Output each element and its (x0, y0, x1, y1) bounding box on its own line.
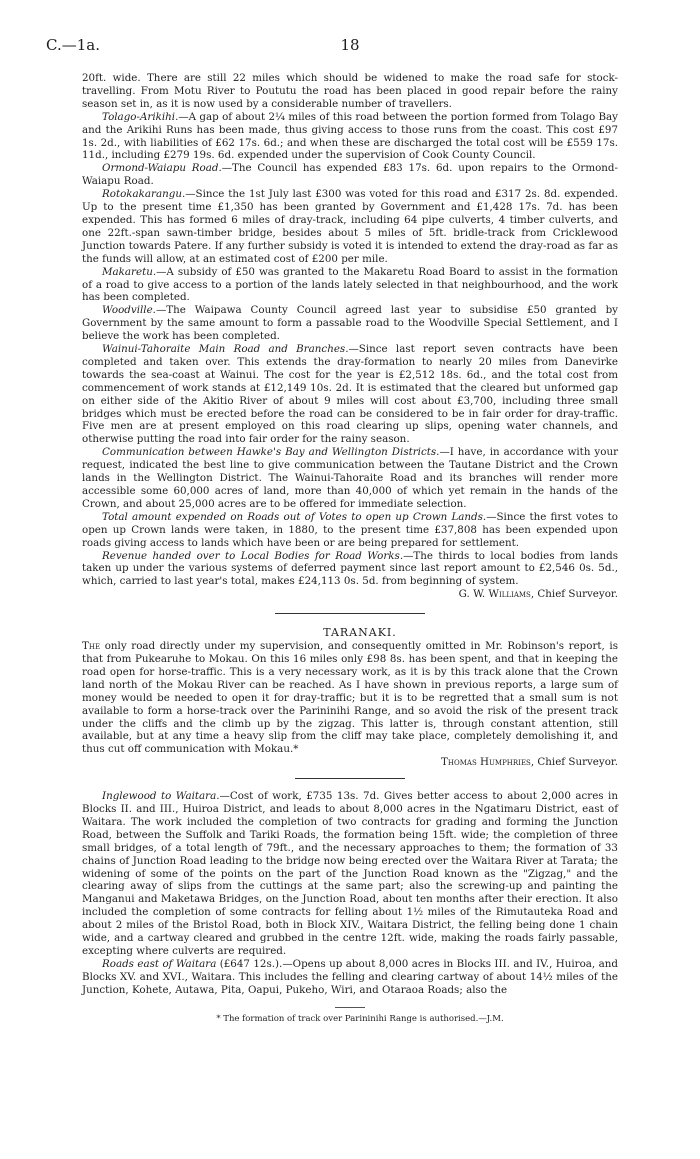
signature: Thomas Humphries, Chief Surveyor. (441, 756, 618, 769)
paragraph: Ormond-Waiapu Road.—The Council has expended £83 17s. 6d. upon repairs to the Ormond-Waiapu Road. (82, 162, 618, 188)
paragraph: Tolago-Arikihi.—A gap of about 2¼ miles of this road between the portion formed from Tolago Bay and the Arikihi Runs has been made, thus giving access to those runs from the coast. This cost £97 1s. 2d., with liabilities of £62 17s. 6d.; and when these are discharged the total cost will be £559 17s. 11d., including £279 19s. 6d. expended under the supervision of Cook County Council. (82, 110, 618, 162)
footnote: * The formation of track over Parininihi Range is authorised.—J.M. (216, 1013, 504, 1024)
paragraph: Communication between Hawke's Bay and Wellington Districts.—I have, in accordance with your request, indicated the best line to give communication between the Tautane District and the Crown lands in the Wellington District. The Wainui-Tahoraite Road and its branches will render more accessible some 60,000 acres of land, more than 40,000 of which yet remain in the hands of the Crown, and about 25,000 acres are to be offered for immediate selection. (82, 446, 618, 510)
section-divider (295, 778, 405, 779)
paragraph: The only road directly under my supervision, and consequently omitted in Mr. Robinson's report, is that from Pukearuhe to Mokau. On this 16 miles only £98 8s. has been spent, and that in keeping the road open for horse-traffic. This is a very necessary work, as it is by this track alone that the Crown land north of the Mokau River can be reached. As I have shown in previous reports, a large sum of money would be needed to open it for dray-traffic; but it is to be regretted that a small sum is not available to form a horse-track over the Parininihi Range, and so avoid the risk of the present track under the cliffs and the climb up by the zigzag. This latter is, through constant attention, still available, but at any time a heavy slip from the cliff may take place, completely demolishing it, and thus cut off communication with Mokau.* (82, 640, 618, 756)
document-reference: C.—1a. (46, 36, 100, 54)
document-body (82, 72, 618, 1026)
paragraph: Rotokakarangu.—Since the 1st July last £300 was voted for this road and £317 2s. 8d. expended. Up to the present time £1,350 has been granted by Government and £1,428 17s. 7d. has been expended. This has formed 6 miles of dray-track, including 64 pipe culverts, 4 timber culverts, and one 22ft.-span sawn-timber bridge, besides about 5 miles of 5ft. bridle-track from Cricklewood Junction towards Patere. If any further subsidy is voted it is intended to extend the dray-road as far as the funds will allow, at an estimated cost of £200 per mile. (82, 188, 618, 265)
section-divider (275, 613, 425, 614)
paragraph: Total amount expended on Roads out of Votes to open up Crown Lands.—Since the first votes to open up Crown lands were taken, in 1880, to the present time £37,808 has been expended upon roads giving access to lands which have been or are being prepared for settlement. (82, 510, 618, 549)
paragraph: Revenue handed over to Local Bodies for Road Works.—The thirds to local bodies from lands taken up under the various systems of deferred payment since last report amount to £2,546 0s. 5d., which, carried to last year's total, makes £24,113 0s. 5d. from beginning of system. (82, 549, 618, 588)
paragraph: 20ft. wide. There are still 22 miles which should be widened to make the road safe for stock-travelling. From Motu River to Poututu the road has been placed in good repair before the rainy season set in, as it is now used by a considerable number of travellers. (82, 72, 618, 110)
paragraph: Roads east of Waitara (£647 12s.).—Opens up about 8,000 acres in Blocks III. and IV., Huiroa, and Blocks XV. and XVI., Waitara. This includes the felling and clearing cartway of about 14½ miles of the Junction, Kohete, Autawa, Pita, Oapui, Pukeho, Wiri, and Otaraoa Roads; also the (82, 957, 618, 996)
signature: G. W. Williams, Chief Surveyor. (458, 588, 618, 601)
paragraph: Inglewood to Waitara.—Cost of work, £735 13s. 7d. Gives better access to about 2,000 acres in Blocks II. and III., Huiroa District, and leads to about 8,000 acres in the Ngatimaru District, east of Waitara. The work included the completion of two contracts for grading and forming the Junction Road, between the Suffolk and Tariki Roads, the formation being 15ft. wide; the completion of three small bridges, of a total length of 79ft., and the necessary approaches to them; the formation of 33 chains of Junction Road leading to the bridge now being erected over the Waitara River at Tarata; the widening of some of the points on the part of the Junction Road known as the "Zigzag," and the clearing away of slips from the cuttings at the same part; also the screwing-up and painting the Manganui and Maketawa Bridges, on the Junction Road, about ten months after their erection. It also included the completion of some contracts for felling about 1½ miles of the Rimutauteka Road and about 2 miles of the Bristol Road, both in Block XIV., Waitara District, the felling being done 1 chain wide, and a cartway cleared and grubbed in the centre 12ft. wide, making the roads fairly passable, excepting where culverts are required. (82, 790, 618, 957)
paragraph: Makaretu.—A subsidy of £50 was granted to the Makaretu Road Board to assist in the formation of a road to give access to a portion of the lands lately selected in that neighbourhood, and the work has been completed. (82, 265, 618, 304)
section-title: TARANAKI. (323, 626, 397, 640)
page-number: 18 (340, 36, 360, 54)
footnote-divider (335, 1007, 365, 1008)
paragraph: Wainui-Tahoraite Main Road and Branches.—Since last report seven contracts have been completed and taken over. This extends the dray-formation to nearly 20 miles from Danevirke towards the sea-coast at Wainui. The cost for the year is £2,512 18s. 6d., and the total cost from commencement of work stands at £12,149 10s. 2d. It is estimated that the cleared but unformed gap on either side of the Akitio River of about 9 miles will cost about £3,700, including three small bridges which must be erected before the road can be considered to be in fair order for dray-traffic. Five men are at present employed on this road clearing up slips, opening water channels, and otherwise putting the road into fair order for the rainy season. (82, 343, 618, 446)
paragraph: Woodville.—The Waipawa County Council agreed last year to subsidise £50 granted by Government by the same amount to form a passable road to the Woodville Special Settlement, and I believe the work has been completed. (82, 304, 618, 343)
